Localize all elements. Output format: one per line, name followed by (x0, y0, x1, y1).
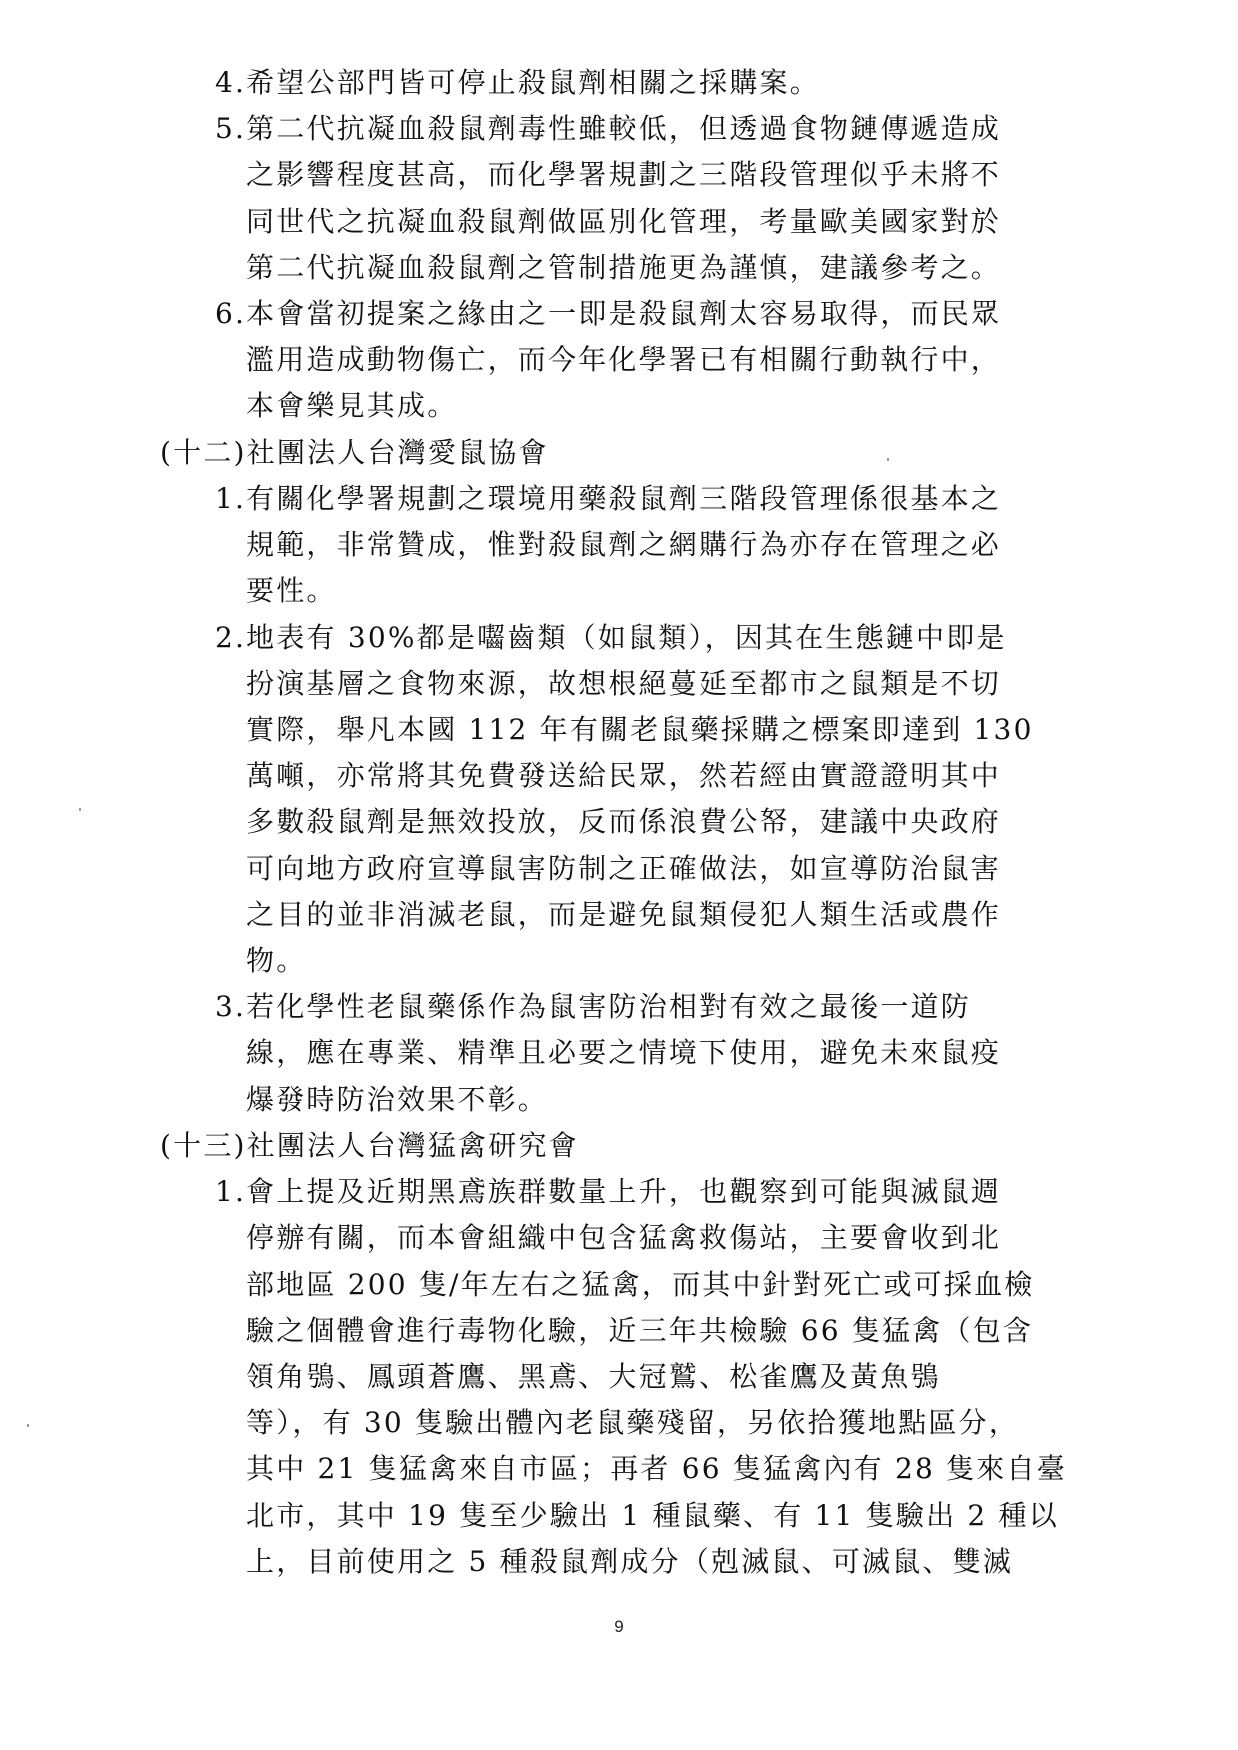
text-line-item-4: 4.希望公部門皆可停止殺鼠劑相關之採購案。 (215, 66, 820, 99)
text-line: 部地區 200 隻/年左右之猛禽，而其中針對死亡或可採血檢 (246, 1267, 1035, 1301)
text-line: 物。 (246, 944, 307, 978)
text-line-item-3: 3.若化學性老鼠藥係作為鼠害防治相對有效之最後一道防 (215, 990, 971, 1024)
text-line: 領角鴞、鳳頭蒼鷹、黑鳶、大冠鷲、松雀鷹及黃魚鴞 (246, 1359, 941, 1393)
text-line: 實際，舉凡本國 112 年有關老鼠藥採購之標案即達到 130 (246, 712, 1034, 746)
text-line: 扮演基層之食物來源，故想根絕蔓延至都市之鼠類是不切 (246, 666, 1002, 700)
text-line: 萬噸，亦常將其免費發送給民眾，然若經由實證證明其中 (246, 759, 1002, 793)
text-line: 本會樂見其成。 (246, 389, 458, 423)
text-line: 線，應在專業、精準且必要之情境下使用，避免未來鼠疫 (246, 1036, 1002, 1070)
text-line: 第二代抗凝血殺鼠劑之管制措施更為謹慎，建議參考之。 (246, 250, 1002, 284)
text-line: 可向地方政府宣導鼠害防制之正確做法，如宣導防治鼠害 (246, 851, 1002, 885)
text-line: 規範，非常贊成，惟對殺鼠劑之網購行為亦存在管理之必 (246, 528, 1002, 562)
text-line: 濫用造成動物傷亡，而今年化學署已有相關行動執行中， (246, 343, 1002, 377)
scan-speck (887, 458, 889, 461)
text-line: 之目的並非消滅老鼠，而是避免鼠類侵犯人類生活或農作 (246, 897, 1002, 931)
page-number: 9 (614, 1617, 624, 1636)
text-line: 多數殺鼠劑是無效投放，反而係浪費公帑，建議中央政府 (246, 805, 1002, 839)
text-line-item-6: 6.本會當初提案之緣由之一即是殺鼠劑太容易取得，而民眾 (215, 297, 1002, 331)
text-line: 爆發時防治效果不彰。 (246, 1082, 549, 1116)
section-heading-13: (十三)社團法人台灣猛禽研究會 (160, 1128, 579, 1162)
text-line: 之影響程度甚高，而化學署規劃之三階段管理似乎未將不 (246, 158, 1002, 192)
text-line: 其中 21 隻猛禽來自市區；再者 66 隻猛禽內有 28 隻來自臺 (246, 1452, 1067, 1486)
text-line: 上，目前使用之 5 種殺鼠劑成分（剋滅鼠、可滅鼠、雙滅 (246, 1544, 1014, 1578)
text-line-item-1: 1.有關化學署規劃之環境用藥殺鼠劑三階段管理係很基本之 (215, 481, 1002, 515)
text-line: 要性。 (246, 574, 337, 608)
scan-speck (79, 808, 81, 811)
text-line-item-5: 5.第二代抗凝血殺鼠劑毒性雖較低，但透過食物鏈傳遞造成 (215, 112, 1002, 146)
text-line: 同世代之抗凝血殺鼠劑做區別化管理，考量歐美國家對於 (246, 204, 1002, 238)
text-line-item-2: 2.地表有 30%都是囓齒類（如鼠類），因其在生態鏈中即是 (215, 620, 1007, 654)
scan-speck (27, 1424, 29, 1427)
text-line: 北市，其中 19 隻至少驗出 1 種鼠藥、有 11 隻驗出 2 種以 (246, 1498, 1059, 1532)
text-line: 停辦有關，而本會組織中包含猛禽救傷站，主要會收到北 (246, 1221, 1002, 1255)
text-line-item-1: 1.會上提及近期黑鳶族群數量上升，也觀察到可能與滅鼠週 (215, 1175, 1002, 1209)
text-line: 驗之個體會進行毒物化驗，近三年共檢驗 66 隻猛禽（包含 (246, 1313, 1034, 1347)
section-heading-12: (十二)社團法人台灣愛鼠協會 (160, 435, 549, 469)
text-line: 等），有 30 隻驗出體內老鼠藥殘留，另依拾獲地點區分， (246, 1406, 1020, 1440)
